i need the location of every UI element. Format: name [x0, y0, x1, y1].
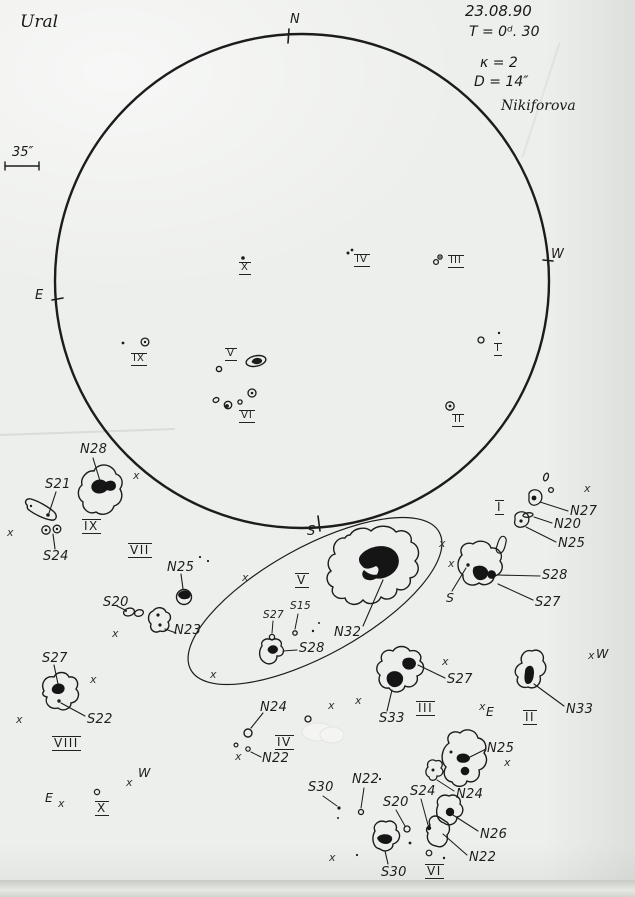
pencil-x-mark: x [7, 526, 14, 539]
label-n25: N25 [487, 741, 515, 756]
sketch-s30-bottom [373, 821, 400, 864]
pore-circle-bottom-left [94, 789, 99, 794]
pencil-x-mark: x [112, 627, 119, 640]
compass-north-label: N [290, 12, 300, 27]
whiteout-smudge [302, 723, 344, 743]
disk-group-ii [446, 402, 454, 410]
region-ii: II [525, 710, 536, 724]
label-n22: N22 [352, 772, 380, 787]
label-s27: S27 [42, 651, 68, 666]
pencil-x-mark: x [90, 673, 97, 686]
region-i: I [497, 500, 503, 514]
pencil-x-mark: x [328, 699, 335, 712]
sketch-s24-left [42, 525, 61, 549]
label-s28: S28 [299, 641, 325, 656]
compass-west-label: W [551, 247, 564, 262]
sketch-n32 [327, 526, 418, 626]
disk-group-x [242, 257, 244, 259]
region-vii: VII [130, 543, 150, 557]
region-i: I [496, 343, 500, 354]
direction-s: S [446, 590, 454, 605]
scale-bar-label: 35″ [12, 145, 34, 160]
label-n33: N33 [566, 702, 594, 717]
direction-w: W [138, 765, 151, 780]
label-s22: S22 [87, 712, 113, 727]
aperture-diameter: D = 14″ [474, 74, 529, 90]
sketch-s21 [26, 492, 57, 520]
region-x: X [97, 801, 107, 815]
disk-group-v [216, 354, 266, 372]
label-s27: S27 [535, 595, 561, 610]
disk-group-iv [347, 249, 353, 254]
label-n32: N32 [334, 625, 362, 640]
label-s30: S30 [381, 865, 407, 880]
label-n27: N27 [570, 504, 598, 519]
observation-date: 23.08.90 [465, 2, 532, 20]
scale-bar [5, 162, 39, 170]
label-n26: N26 [480, 827, 508, 842]
label-n23: N23 [174, 623, 202, 638]
observatory-name: Ural [20, 12, 59, 32]
disk-group-vi [212, 389, 256, 409]
label-s24: S24 [43, 549, 69, 564]
label-s20: S20 [383, 795, 409, 810]
pencil-x-mark: x [210, 668, 217, 681]
label-s27: S27 [447, 672, 473, 687]
region-vi: VI [427, 864, 442, 878]
pencil-x-mark: x [448, 557, 455, 570]
compass-south-label: S [307, 524, 316, 539]
label-n24: N24 [456, 787, 484, 802]
pencil-x-mark: x [479, 700, 486, 713]
direction-e: E [45, 790, 53, 805]
compass-east-label: E [35, 288, 44, 303]
sketch-s28-mid [260, 639, 297, 664]
pencil-x-mark: x [16, 713, 23, 726]
label-n28: N28 [80, 442, 108, 457]
pencil-x-mark: x [439, 537, 446, 550]
sketch-n25-bottom [442, 730, 486, 787]
label-n22: N22 [262, 751, 290, 766]
disk-group-iii [434, 255, 443, 265]
label-s28: S28 [542, 568, 568, 583]
region-v: V [227, 348, 235, 359]
label-s30: S30 [308, 780, 334, 795]
region-x: X [241, 262, 249, 273]
pencil-x-mark: x [355, 694, 362, 707]
seeing-kappa: κ = 2 [480, 55, 518, 71]
region-iii: III [450, 255, 462, 266]
observer-name: Nikiforova [501, 98, 576, 114]
region-iii: III [418, 701, 434, 715]
plage-region-outline [165, 485, 466, 717]
region-ix: IX [84, 519, 99, 533]
label-n24: N24 [260, 700, 288, 715]
region-ix: IX [133, 353, 145, 364]
pencil-x-mark: x [133, 469, 140, 482]
region-iv: IV [356, 254, 368, 265]
pencil-x-mark: x [584, 482, 591, 495]
pencil-x-mark: x [504, 756, 511, 769]
label-n25: N25 [167, 560, 195, 575]
label-n22: N22 [469, 850, 497, 865]
region-v: V [297, 573, 307, 587]
label-n20: N20 [554, 517, 582, 532]
pencil-x-mark: x [126, 776, 133, 789]
region-vi: VI [241, 410, 253, 421]
label-s27: S27 [263, 609, 284, 621]
sketch-n33 [515, 650, 564, 706]
disk-group-ix [122, 338, 149, 346]
pencil-x-mark: x [442, 655, 449, 668]
pencil-x-mark: x [235, 750, 242, 763]
label-n25: N25 [558, 536, 586, 551]
sketch-n28 [78, 458, 122, 514]
pencil-x-mark: x [329, 851, 336, 864]
pencil-x-mark: x [588, 649, 595, 662]
label-s20: S20 [103, 595, 129, 610]
sketch-n22-bottom [426, 816, 467, 859]
label-s15: S15 [290, 600, 311, 612]
label-s21: S21 [45, 477, 71, 492]
label-s33: S33 [379, 711, 405, 726]
sketch-s27-bottom-left [43, 665, 85, 716]
region-iv: IV [277, 735, 292, 749]
direction-w: W [596, 646, 609, 661]
direction-e: E [486, 704, 494, 719]
disk-group-i [478, 332, 500, 343]
label-s24: S24 [410, 784, 436, 799]
pencil-x-mark: x [58, 797, 65, 810]
observation-time: T = 0ᵈ. 30 [469, 24, 540, 40]
solar-disk-circle [55, 34, 549, 528]
page-bottom-edge [0, 880, 635, 897]
pencil-x-mark: x [242, 571, 249, 584]
sketch-n23 [149, 608, 176, 633]
region-ii: II [454, 414, 462, 425]
region-viii: VIII [54, 736, 79, 750]
